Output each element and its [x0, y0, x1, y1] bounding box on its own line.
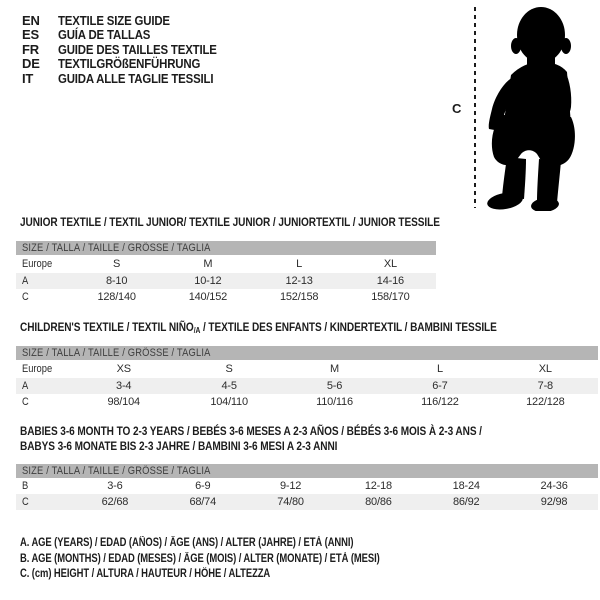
language-title: TEXTILE SIZE GUIDE	[58, 12, 170, 28]
language-row-de	[22, 57, 238, 72]
cell: 62/68	[101, 496, 129, 508]
cell: 140/152	[188, 291, 228, 303]
language-code: ES	[22, 27, 39, 43]
row-label: Europe	[22, 258, 53, 270]
cell: 3-6	[107, 480, 123, 492]
table-row-europe	[16, 360, 598, 378]
language-title: GUIDA ALLE TAGLIE TESSILI	[58, 70, 214, 86]
cell: M	[203, 258, 213, 270]
babies-size-table	[16, 464, 598, 510]
cell: S	[225, 363, 233, 375]
size-header-label: SIZE / TALLA / TAILLE / GRÖSSE / TAGLIA	[22, 347, 211, 359]
cell: 8-10	[106, 275, 128, 287]
cell: 128/140	[97, 291, 136, 303]
section-title-line2: BABYS 3-6 MONATE BIS 2-3 JAHRE / BAMBINI 3-6 MESI A 2-3 ANNI	[20, 439, 338, 453]
cell: 9-12	[279, 480, 302, 492]
row-label: C	[22, 291, 29, 303]
language-code: FR	[22, 41, 39, 57]
language-title: GUIDE DES TAILLES TEXTILE	[58, 41, 217, 57]
language-title: GUÍA DE TALLAS	[58, 27, 151, 43]
row-label: B	[22, 480, 29, 492]
cell: 6-7	[432, 380, 448, 392]
language-code: DE	[22, 56, 40, 72]
cell: 152/158	[279, 291, 319, 303]
language-row-en	[22, 13, 238, 28]
cell: 14-16	[376, 275, 404, 287]
cell: 122/128	[526, 396, 565, 408]
section-title-line1: BABIES 3-6 MONTH TO 2-3 YEARS / BEBÉS 3-6 MESES A 2-3 AÑOS / BÉBÉS 3-6 MOIS À 2-3 ANS /	[20, 424, 482, 438]
cell: 24-36	[540, 480, 568, 492]
cell: 98/104	[107, 396, 140, 408]
footnote-a: A. AGE (YEARS) / EDAD (AÑOS) / ÂGE (ANS) / ALTER (JAHRE) / ETÀ (ANNI)	[20, 537, 354, 549]
cell: L	[436, 363, 443, 375]
toddler-silhouette-image	[479, 5, 597, 211]
cell: 158/170	[371, 291, 410, 303]
cell: 18-24	[452, 480, 480, 492]
height-marker-label: C	[452, 101, 462, 116]
language-row-fr	[22, 42, 238, 57]
section-title-babies	[20, 424, 482, 454]
table-row-europe	[16, 255, 436, 273]
footnotes	[20, 537, 459, 584]
cell: XL	[383, 258, 397, 270]
row-label: A	[22, 380, 29, 392]
row-label: A	[22, 275, 29, 287]
cell: XL	[538, 363, 552, 375]
footnote-c: C. (cm) HEIGHT / ALTURA / HAUTEUR / HÖHE / ALTEZZA	[20, 568, 271, 580]
cell: L	[296, 258, 303, 270]
footnote-b: B. AGE (MONTHS) / EDAD (MESES) / ÂGE (MOIS) / ALTER (MONATE) / ETÀ (MESI)	[20, 552, 380, 565]
cell: 92/98	[540, 496, 568, 508]
cell: 110/116	[316, 396, 353, 408]
table-row-c	[16, 494, 598, 510]
cell: 12-18	[364, 480, 392, 492]
size-header-bar	[16, 241, 436, 255]
children-size-table	[16, 346, 598, 410]
cell: 3-4	[116, 380, 132, 392]
row-label: C	[22, 496, 29, 508]
cell: 74/80	[277, 496, 304, 508]
language-list	[22, 13, 238, 86]
height-dashed-line	[474, 7, 476, 208]
row-label: C	[22, 396, 29, 408]
cell: 80/86	[365, 496, 392, 508]
section-title-children: CHILDREN'S TEXTILE / TEXTIL $NIÑO_{/A}$ / TEXTILE DES ENFANTS / KINDERTEXTIL / BAMBINI TESSILE	[20, 320, 497, 335]
language-code: EN	[22, 12, 40, 28]
size-header-bar	[16, 346, 598, 360]
table-row-b	[16, 478, 598, 494]
cell: 86/92	[452, 496, 480, 508]
junior-size-table	[16, 241, 436, 305]
cell: 116/122	[421, 396, 459, 408]
size-header-label: SIZE / TALLA / TAILLE / GRÖSSE / TAGLIA	[22, 465, 211, 477]
section-title-junior: JUNIOR TEXTILE / TEXTIL JUNIOR/ TEXTILE JUNIOR / JUNIORTEXTIL / JUNIOR TESSILE	[20, 215, 440, 229]
cell: 104/110	[210, 396, 248, 408]
cell: 10-12	[194, 275, 222, 287]
language-row-es	[22, 28, 238, 43]
cell: S	[113, 258, 121, 270]
cell: 7-8	[537, 380, 553, 392]
cell: 68/74	[189, 496, 216, 508]
size-header-label: SIZE / TALLA / TAILLE / GRÖSSE / TAGLIA	[22, 242, 211, 254]
language-title: TEXTILGRÖßENFÜHRUNG	[58, 56, 201, 72]
table-row-c	[16, 394, 598, 410]
table-row-a	[16, 378, 598, 394]
language-row-it	[22, 71, 238, 86]
cell: 5-6	[326, 380, 343, 392]
table-row-a	[16, 273, 436, 289]
cell: 6-9	[195, 480, 211, 492]
cell: XS	[116, 363, 131, 375]
language-code: IT	[22, 70, 34, 86]
cell: M	[330, 363, 339, 375]
cell: 12-13	[285, 275, 313, 287]
table-row-c	[16, 289, 436, 305]
row-label: Europe	[22, 363, 53, 375]
cell: 4-5	[221, 380, 237, 392]
size-header-bar	[16, 464, 598, 478]
